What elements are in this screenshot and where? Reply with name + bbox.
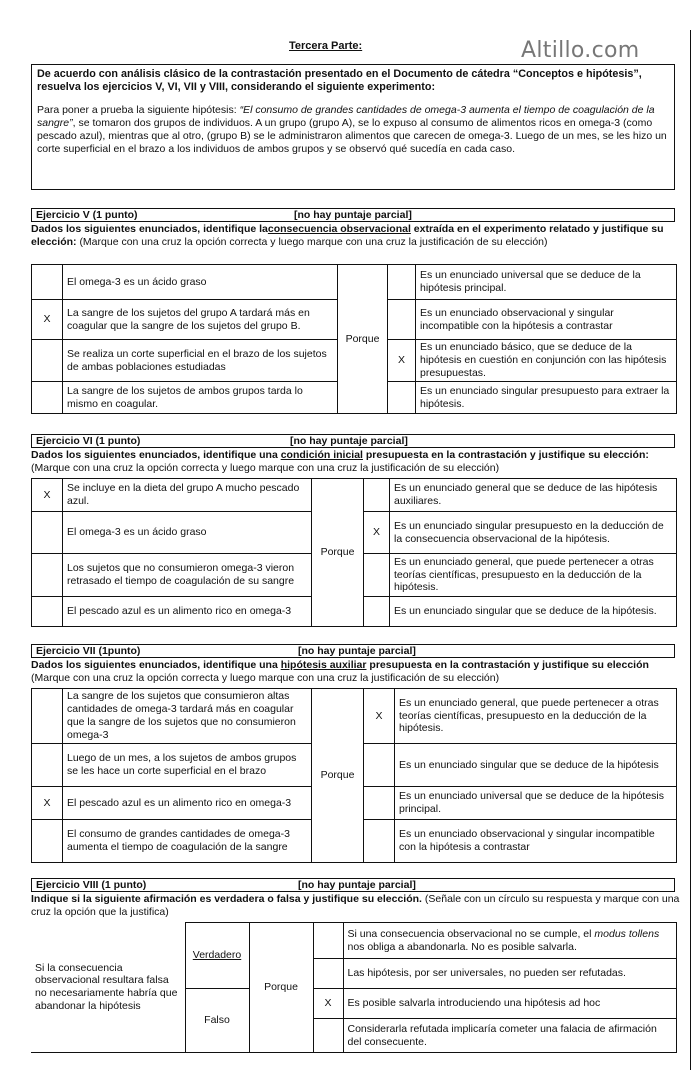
- ex5-instr-b: extraída en el experimento relatado y justifique su elección:: [31, 223, 664, 248]
- ex7-option-mark[interactable]: [32, 820, 63, 863]
- ex6-reason-mark[interactable]: X: [364, 512, 390, 554]
- ex6-title: Ejercicio VI (1 punto): [36, 435, 141, 447]
- ex5-option-mark[interactable]: [32, 340, 63, 382]
- ex8-porque: Porque: [249, 923, 313, 1053]
- ex5-option-mark[interactable]: [32, 382, 63, 414]
- ex7-table: [31, 688, 677, 863]
- ex7-option: El consumo de grandes cantidades de omega-3 aumenta el tiempo de coagulación de la sangre: [63, 820, 312, 863]
- ex5-option: La sangre de los sujetos de ambos grupos tarda lo mismo en coagular.: [63, 382, 338, 414]
- ex5-title: Ejercicio V (1 punto): [36, 209, 138, 221]
- ex5-reason-mark[interactable]: [388, 382, 416, 414]
- ex6-reason-mark[interactable]: [364, 554, 390, 597]
- ex8-statement: Si la consecuencia observacional resultara falsa no necesariamente habría que abandonar la hipótesis: [31, 923, 185, 1053]
- ex6-reason: Es un enunciado singular que se deduce de la hipótesis.: [390, 597, 677, 627]
- ex8-instr-rest: (Señale con un círculo su respuesta y marque con una cruz la opción que la justifica): [31, 893, 680, 918]
- ex5-reason-mark[interactable]: [388, 265, 416, 300]
- ex6-option: Los sujetos que no consumieron omega-3 vieron retrasado el tiempo de coagulación de su sangre: [63, 554, 312, 597]
- ex5-instr-paren: (Marque con una cruz la opción correcta y luego marque con una cruz la justificación de su elección): [79, 235, 548, 248]
- ex8-reason: Es posible salvarla introduciendo una hipótesis ad hoc: [343, 989, 676, 1019]
- ex6-option-mark[interactable]: [32, 512, 63, 554]
- ex7-instr-paren: (Marque con una cruz la opción correcta y luego marque con una cruz la justificación de su elección): [31, 671, 500, 684]
- intro-text: [37, 104, 669, 155]
- ex7-header: [31, 644, 675, 658]
- ex7-reason: Es un enunciado observacional y singular incompatible con la hipótesis a contrastar: [395, 820, 677, 863]
- ex6-header: [31, 434, 675, 448]
- ex8-reason-mark[interactable]: [313, 1019, 343, 1053]
- intro-box: [31, 64, 675, 190]
- ex8-reason-1-post: nos obliga a abandonarla. No es posible salvarla.: [347, 940, 577, 953]
- intro-hypothesis: “El consumo de grandes cantidades de omega-3 aumenta el tiempo de coagulación de la sangre”: [37, 104, 655, 130]
- ex7-reason-mark[interactable]: [364, 787, 395, 820]
- ex6-partial: [no hay puntaje parcial]: [290, 435, 408, 447]
- ex7-option: El pescado azul es un alimento rico en omega-3: [63, 787, 312, 820]
- ex6-reason-mark[interactable]: [364, 479, 390, 512]
- ex8-verdadero-cell[interactable]: [185, 923, 249, 989]
- ex6-instr-a: Dados los siguientes enunciados, identifique una: [31, 449, 281, 461]
- ex5-reason: Es un enunciado básico, que se deduce de la hipótesis en cuestión en conjunción con las hipótesis presupuestas.: [416, 340, 677, 382]
- intro-heading: De acuerdo con análisis clásico de la contrastación presentado en el Documento de cátedra “Conceptos e hipótesis”, resuelva los ejercicios V, VI, VII y VIII, considerando el siguiente experimento:: [37, 68, 642, 94]
- ex6-option: El pescado azul es un alimento rico en omega-3: [63, 597, 312, 627]
- ex5-option-mark[interactable]: [32, 265, 63, 300]
- ex5-header: [31, 208, 675, 222]
- ex5-partial: [no hay puntaje parcial]: [294, 209, 412, 221]
- ex7-option-mark[interactable]: [32, 744, 63, 787]
- ex7-option-mark[interactable]: [32, 689, 63, 744]
- ex8-reason-mark[interactable]: [313, 959, 343, 989]
- ex8-header: [31, 878, 675, 892]
- ex7-instructions: [31, 659, 681, 685]
- ex6-option-mark[interactable]: [32, 597, 63, 627]
- ex8-partial: [no hay puntaje parcial]: [298, 879, 416, 891]
- ex8-falso-cell[interactable]: [185, 989, 249, 1053]
- ex7-reason-mark[interactable]: [364, 820, 395, 863]
- ex6-option: El omega-3 es un ácido graso: [63, 512, 312, 554]
- ex6-option-mark[interactable]: X: [32, 479, 63, 512]
- intro-text-post: , se tomaron dos grupos de individuos. A un grupo (grupo A), se lo expuso al consumo de alimentos ricos en omega-3 (como pescado azul), mientras que al otro, (grupo B) se le administraron alimentos que carecen de omega-3. Luego de un mes, se les hizo un corte superficial en el brazo a los individuos de ambos grupos y se observó qué sucedía en cada caso.: [37, 117, 667, 155]
- ex5-instr-a: Dados los siguientes enunciados, identifique la: [31, 223, 268, 235]
- ex8-reason-mark[interactable]: X: [313, 989, 343, 1019]
- ex6-option-mark[interactable]: [32, 554, 63, 597]
- ex6-instr-paren: (Marque con una cruz la opción correcta y luego marque con una cruz la justificación de su elección): [31, 461, 500, 474]
- ex5-reason: Es un enunciado observacional y singular incompatible con la hipótesis a contrastar: [416, 300, 677, 340]
- ex7-instr-key: hipótesis auxiliar: [280, 659, 367, 671]
- ex8-falso[interactable]: Falso: [204, 1014, 230, 1027]
- ex7-reason-mark[interactable]: [364, 744, 395, 787]
- ex6-porque: Porque: [312, 479, 364, 627]
- ex7-porque: Porque: [312, 689, 364, 863]
- ex8-instructions: [31, 893, 681, 919]
- ex5-porque: Porque: [338, 265, 388, 414]
- ex6-instr-b: presupuesta en la contrastación y justifique su elección:: [362, 449, 649, 461]
- ex8-reason-1-italic: modus tollens: [594, 927, 660, 940]
- ex7-partial: [no hay puntaje parcial]: [298, 645, 416, 657]
- ex8-table: [31, 922, 677, 1053]
- ex7-reason: Es un enunciado universal que se deduce de la hipótesis principal.: [395, 787, 677, 820]
- ex6-option: Se incluye en la dieta del grupo A mucho pescado azul.: [63, 479, 312, 512]
- ex7-instr-a: Dados los siguientes enunciados, identifique una: [31, 659, 281, 671]
- ex7-instr-b: presupuesta en la contrastación y justifique su elección: [366, 659, 649, 671]
- ex5-reason-mark[interactable]: [388, 300, 416, 340]
- ex5-option: Se realiza un corte superficial en el brazo de los sujetos de ambas poblaciones estudiadas: [63, 340, 338, 382]
- ex6-reason-mark[interactable]: [364, 597, 390, 627]
- ex6-instructions: [31, 449, 681, 475]
- ex8-reason: Las hipótesis, por ser universales, no pueden ser refutadas.: [343, 959, 676, 989]
- margin-rule: [690, 30, 691, 1070]
- ex6-instr-key: condición inicial: [280, 449, 363, 461]
- ex6-reason: Es un enunciado general, que puede pertenecer a otras teorías científicas, presupuesto en la deducción de la hipótesis.: [390, 554, 677, 597]
- altillo-logo: Altillo.com: [521, 38, 640, 63]
- ex6-reason: Es un enunciado general que se deduce de las hipótesis auxiliares.: [390, 479, 677, 512]
- ex8-instr-bold: Indique si la siguiente afirmación es verdadera o falsa y justifique su elección.: [31, 893, 422, 905]
- ex8-reason: Considerarla refutada implicaría cometer una falacia de afirmación del consecuente.: [343, 1019, 676, 1053]
- ex7-option: La sangre de los sujetos que consumieron altas cantidades de omega-3 tardará más en coagular que la sangre de los sujetos que no consumieron omega-3: [63, 689, 312, 744]
- ex6-table: [31, 478, 677, 627]
- ex5-table: [31, 264, 677, 414]
- ex5-reason: Es un enunciado universal que se deduce de la hipótesis principal.: [416, 265, 677, 300]
- ex7-option: Luego de un mes, a los sujetos de ambos grupos se les hace un corte superficial en el brazo: [63, 744, 312, 787]
- ex7-reason-mark[interactable]: X: [364, 689, 395, 744]
- page-title: Tercera Parte:: [289, 40, 363, 52]
- ex5-option: La sangre de los sujetos del grupo A tardará más en coagular que la sangre de los sujetos del grupo B.: [63, 300, 338, 340]
- ex8-reason: [343, 923, 676, 959]
- ex7-reason: Es un enunciado general, que puede pertenecer a otras teorías científicas, presupuesto en la deducción de la hipótesis.: [395, 689, 677, 744]
- ex7-option-mark[interactable]: X: [32, 787, 63, 820]
- ex8-verdadero[interactable]: Verdadero: [192, 949, 242, 962]
- ex5-instr-key: consecuencia observacional: [267, 223, 411, 235]
- ex6-reason: Es un enunciado singular presupuesto en la deducción de la consecuencia observacional de la hipótesis.: [390, 512, 677, 554]
- ex8-reason-mark[interactable]: [313, 923, 343, 959]
- ex5-option: El omega-3 es un ácido graso: [63, 265, 338, 300]
- ex8-reason-1-pre: Si una consecuencia observacional no se cumple, el: [347, 927, 595, 940]
- ex5-option-mark[interactable]: X: [32, 300, 63, 340]
- ex8-title: Ejercicio VIII (1 punto): [36, 879, 147, 891]
- ex7-reason: Es un enunciado singular que se deduce de la hipótesis: [395, 744, 677, 787]
- intro-text-pre: Para poner a prueba la siguiente hipótesis:: [37, 104, 240, 117]
- ex7-title: Ejercicio VII (1punto): [36, 645, 141, 657]
- ex5-reason: Es un enunciado singular presupuesto para extraer la hipótesis.: [416, 382, 677, 414]
- ex5-instructions: [31, 223, 681, 249]
- ex5-reason-mark[interactable]: X: [388, 340, 416, 382]
